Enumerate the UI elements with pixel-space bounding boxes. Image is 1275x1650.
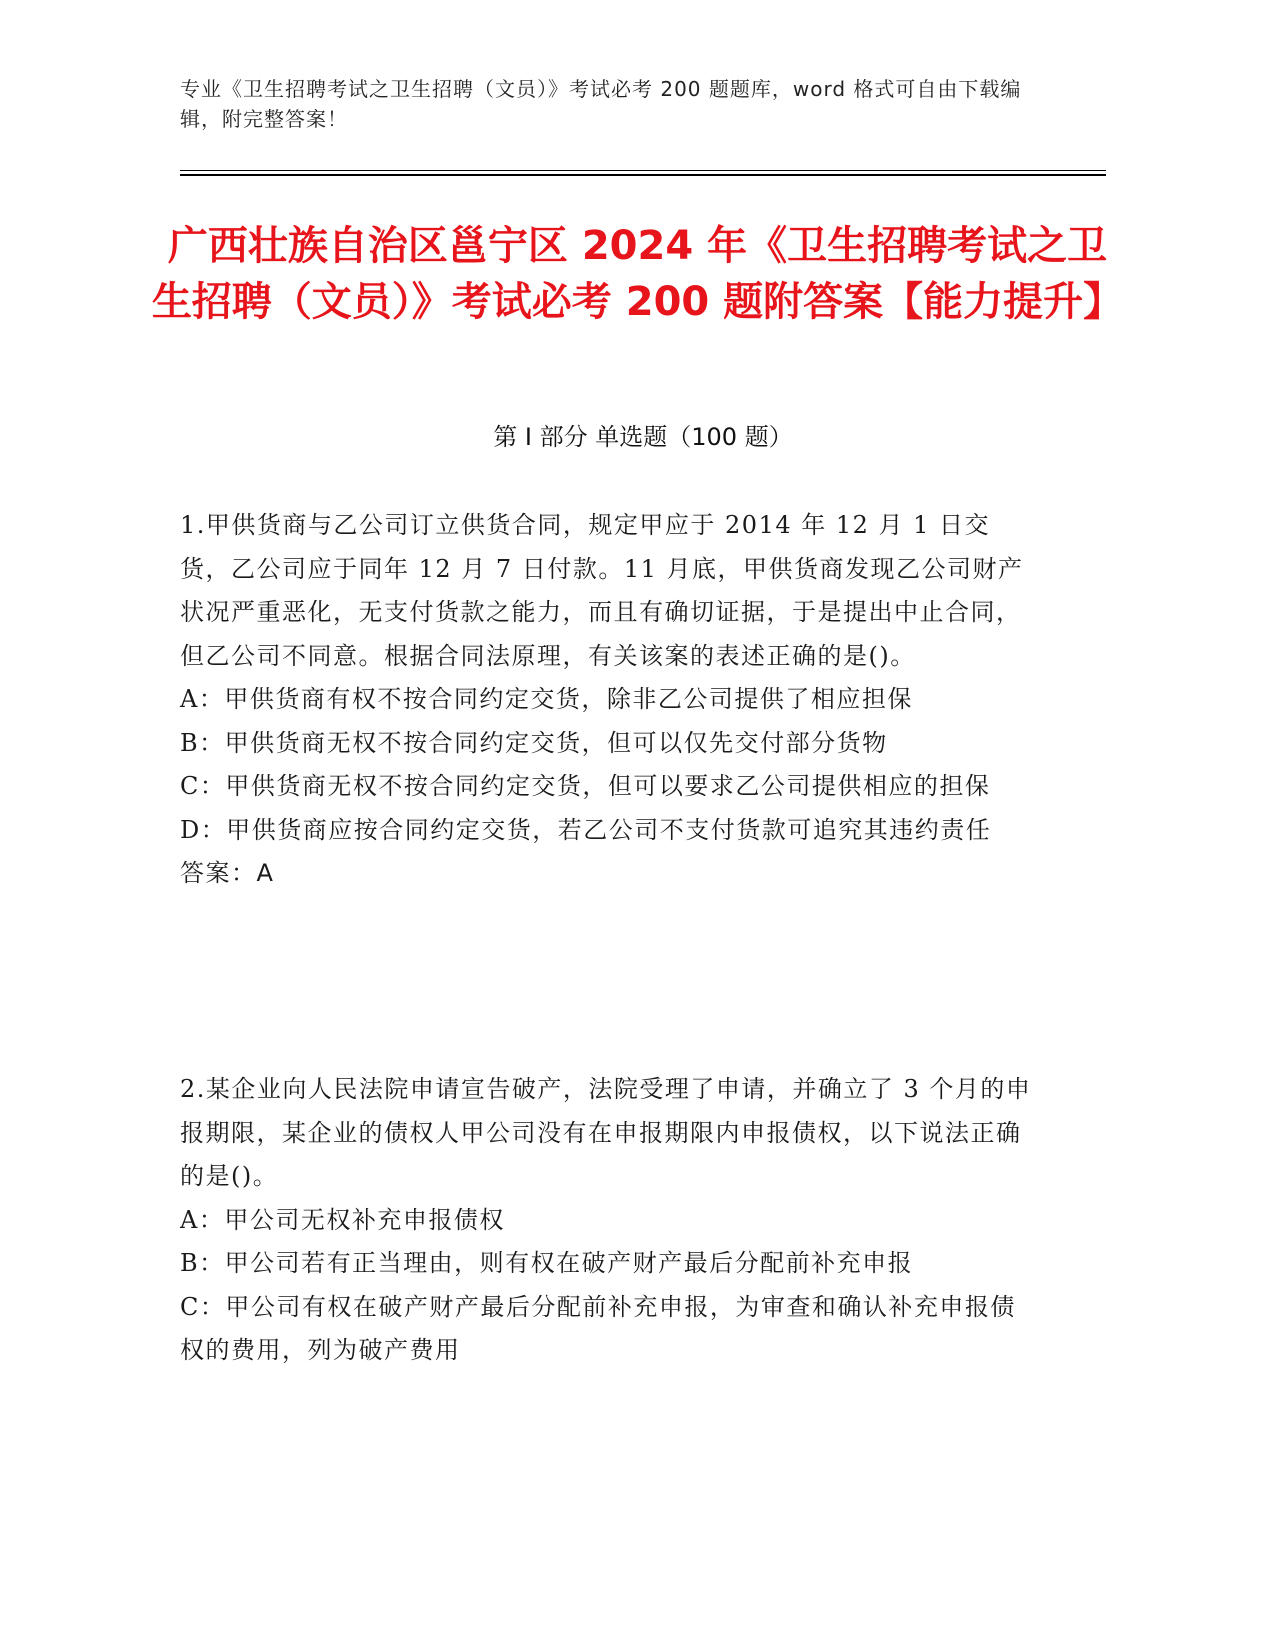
option-d: D：甲供货商应按合同约定交货，若乙公司不支付货款可追究其违约责任 bbox=[180, 815, 992, 844]
question-1 bbox=[180, 504, 1040, 896]
header-divider-thick bbox=[180, 174, 1106, 176]
option-c: C：甲公司有权在破产财产最后分配前补充申报，为审查和确认补充申报债权的费用，列为破产费用 bbox=[180, 1292, 1016, 1364]
answer-label: 答案：A bbox=[180, 859, 275, 887]
option-c: C：甲供货商无权不按合同约定交货，但可以要求乙公司提供相应的担保 bbox=[180, 772, 991, 800]
option-b: B：甲供货商无权不按合同约定交货，但可以仅先交付部分货物 bbox=[180, 728, 888, 757]
option-a: A：甲公司无权补充申报债权 bbox=[180, 1205, 505, 1234]
section-title: 第 I 部分 单选题（100 题） bbox=[493, 423, 793, 451]
question-2 bbox=[180, 1068, 1040, 1373]
option-b: B：甲公司若有正当理由，则有权在破产财产最后分配前补充申报 bbox=[180, 1249, 914, 1277]
question-stem: 1.甲供货商与乙公司订立供货合同，规定甲应于 2014 年 12 月 1 日交货，乙公司应于同年 12 月 7 日付款。11 月底，甲供货商发现乙公司财产状况严重恶化，无支付货款之能力，而且有确切证据，于是提出中止合同，但乙公司不同意。根据合同法原理，有关该案的表述正确的是()。 bbox=[180, 511, 1024, 670]
document-title: 广西壮族自治区邕宁区 2024 年《卫生招聘考试之卫生招聘（文员）》考试必考 200 题附答案【能力提升】 bbox=[151, 223, 1124, 325]
header-divider-thin bbox=[180, 170, 1106, 171]
question-stem: 2.某企业向人民法院申请宣告破产，法院受理了申请，并确立了 3 个月的申报期限，某企业的债权人甲公司没有在申报期限内申报债权，以下说法正确的是()。 bbox=[180, 1075, 1032, 1190]
header-note: 专业《卫生招聘考试之卫生招聘（文员）》考试必考 200 题题库，word 格式可自由下载编辑，附完整答案！ bbox=[180, 77, 1022, 131]
option-a: A：甲供货商有权不按合同约定交货，除非乙公司提供了相应担保 bbox=[180, 685, 913, 713]
